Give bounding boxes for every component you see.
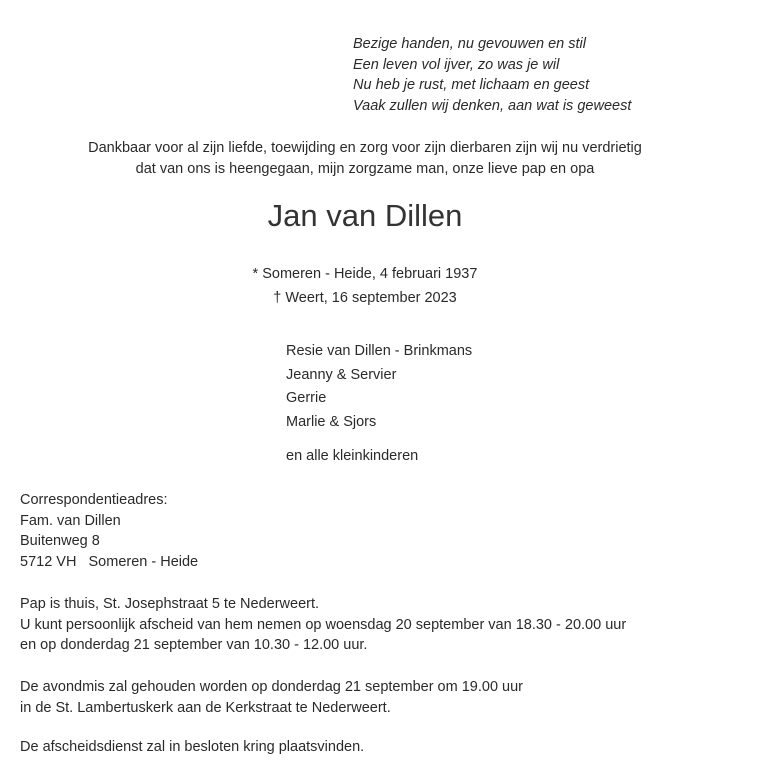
- family-member: Jeanny & Servier: [286, 366, 397, 383]
- service-info: [20, 737, 364, 758]
- family-member: Gerrie: [286, 390, 327, 406]
- deceased-name: Jan van Dillen: [267, 198, 463, 233]
- grandchildren-line: en alle kleinkinderen: [286, 448, 419, 464]
- poem: [353, 34, 631, 116]
- death-line: † Weert, 16 september 2023: [273, 290, 457, 306]
- address-heading: Correspondentieadres:: [20, 492, 168, 508]
- intro-text: [0, 138, 730, 180]
- intro-line: dat van ons is heengegaan, mijn zorgzame man, onze lieve pap en opa: [135, 161, 595, 177]
- birth-line: * Someren - Heide, 4 februari 1937: [252, 266, 478, 282]
- address-line: 5712 VH Someren - Heide: [20, 553, 199, 570]
- visitation-line: U kunt persoonlijk afscheid van hem nemen op woensdag 20 september van 18.30 - 20.00 uur: [20, 616, 627, 633]
- visitation-line: en op donderdag 21 september van 10.30 - 12.00 uur.: [20, 637, 368, 653]
- family-list: [286, 340, 472, 469]
- mass-line: De avondmis zal gehouden worden op donderdag 21 september om 19.00 uur: [20, 679, 524, 695]
- intro-line: Dankbaar voor al zijn liefde, toewijding en zorg voor zijn dierbaren zijn wij nu verdrietig: [88, 140, 642, 156]
- address-line: Buitenweg 8: [20, 533, 100, 549]
- mass-line: in de St. Lambertuskerk aan de Kerkstraat te Nederweert.: [20, 699, 391, 716]
- address-line: Fam. van Dillen: [20, 512, 121, 529]
- poem-line: Een leven vol ijver, zo was je wil: [353, 56, 560, 73]
- visitation-line: Pap is thuis, St. Josephstraat 5 te Nederweert.: [20, 596, 320, 612]
- poem-line: Vaak zullen wij denken, aan wat is geweest: [353, 97, 632, 114]
- poem-line: Nu heb je rust, met lichaam en geest: [353, 77, 590, 93]
- service-line: De afscheidsdienst zal in besloten kring plaatsvinden.: [20, 739, 365, 755]
- correspondence-address: [20, 490, 198, 572]
- family-member: Marlie & Sjors: [286, 413, 377, 430]
- family-member: Resie van Dillen - Brinkmans: [286, 343, 473, 359]
- mass-info: [20, 677, 523, 718]
- poem-line: Bezige handen, nu gevouwen en stil: [353, 36, 586, 52]
- visitation-info: [20, 594, 626, 656]
- life-dates: [0, 262, 730, 310]
